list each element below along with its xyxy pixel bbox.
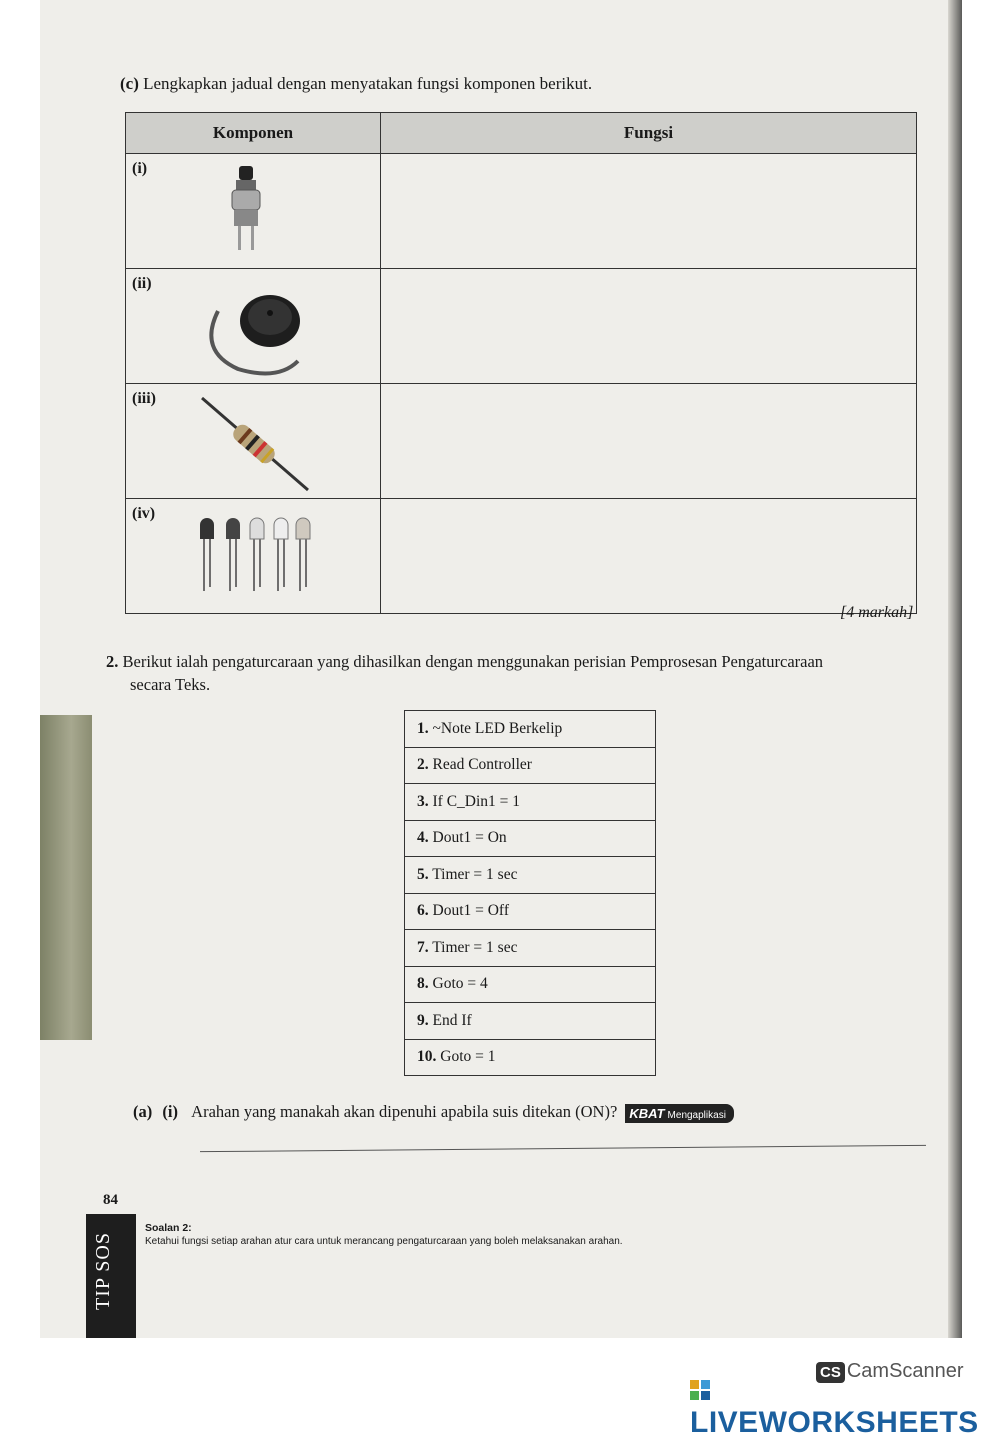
buzzer-icon — [198, 291, 318, 377]
table-row — [126, 154, 917, 269]
liveworksheets-grid-icon — [690, 1380, 710, 1400]
question-2a — [133, 1102, 734, 1123]
fungsi-answer-cell[interactable] — [381, 154, 917, 269]
push-button-switch-icon — [226, 164, 266, 260]
background-strip — [40, 715, 92, 1040]
table-row — [126, 384, 917, 499]
header-komponen: Komponen — [126, 113, 381, 154]
code-line: 1. ~Note LED Berkelip — [405, 711, 656, 748]
camscanner-logo-icon: CS — [816, 1362, 845, 1383]
question-2a-label: (a) — [133, 1102, 153, 1121]
page-number: 84 — [103, 1192, 118, 1208]
header-fungsi: Fungsi — [381, 113, 917, 154]
code-line: 10. Goto = 1 — [405, 1039, 656, 1076]
question-2-number: 2. — [106, 652, 119, 671]
row-label: (iv) — [132, 505, 156, 522]
fungsi-answer-cell[interactable] — [381, 499, 917, 614]
marks-label: [4 markah] — [840, 604, 914, 621]
code-line: 3. If C_Din1 = 1 — [405, 784, 656, 821]
fungsi-answer-cell[interactable] — [381, 269, 917, 384]
tip-box — [145, 1222, 623, 1247]
component-table — [125, 112, 917, 614]
led-icon — [196, 517, 316, 595]
component-cell — [126, 384, 381, 499]
table-row — [126, 269, 917, 384]
question-2a-text: Arahan yang manakah akan dipenuhi apabila suis ditekan (ON)? — [191, 1102, 618, 1121]
question-2-text: Berikut ialah pengaturcaraan yang dihasilkan dengan menggunakan perisian Pemprosesan Pengaturcaraan — [122, 652, 824, 671]
question-c-text: Lengkapkan jadual dengan menyatakan fungsi komponen berikut. — [143, 74, 593, 93]
tip-title: Soalan 2: — [145, 1222, 192, 1234]
code-line: 5. Timer = 1 sec — [405, 857, 656, 894]
kbat-badge: KBAT Mengaplikasi — [625, 1104, 734, 1123]
question-2a-sub: (i) — [162, 1102, 178, 1121]
code-line: 9. End If — [405, 1003, 656, 1040]
code-line: 2. Read Controller — [405, 747, 656, 784]
question-2-text-2: secara Teks. — [130, 675, 211, 694]
row-label: (ii) — [132, 275, 152, 292]
component-cell — [126, 499, 381, 614]
fungsi-answer-cell[interactable] — [381, 384, 917, 499]
camscanner-watermark: CS CamScanner — [816, 1360, 964, 1383]
row-label: (i) — [132, 160, 148, 177]
tip-sos-label: TIP SOS — [92, 1232, 114, 1310]
question-c-label: (c) — [120, 74, 139, 93]
page-edge-shadow — [948, 0, 962, 1338]
row-label: (iii) — [132, 390, 156, 407]
component-cell — [126, 154, 381, 269]
liveworksheets-logo: LIVEWORKSHEETS — [690, 1372, 1000, 1440]
program-code-table — [404, 710, 656, 1076]
code-line: 4. Dout1 = On — [405, 820, 656, 857]
resistor-icon — [198, 394, 314, 494]
code-line: 8. Goto = 4 — [405, 966, 656, 1003]
tip-text: Ketahui fungsi setiap arahan atur cara untuk merancang pengaturcaraan yang boleh melaksanakan arahan. — [145, 1236, 623, 1247]
code-line: 7. Timer = 1 sec — [405, 930, 656, 967]
question-c — [120, 74, 592, 94]
component-cell — [126, 269, 381, 384]
question-2 — [106, 650, 926, 696]
table-row — [126, 499, 917, 614]
code-line: 6. Dout1 = Off — [405, 893, 656, 930]
